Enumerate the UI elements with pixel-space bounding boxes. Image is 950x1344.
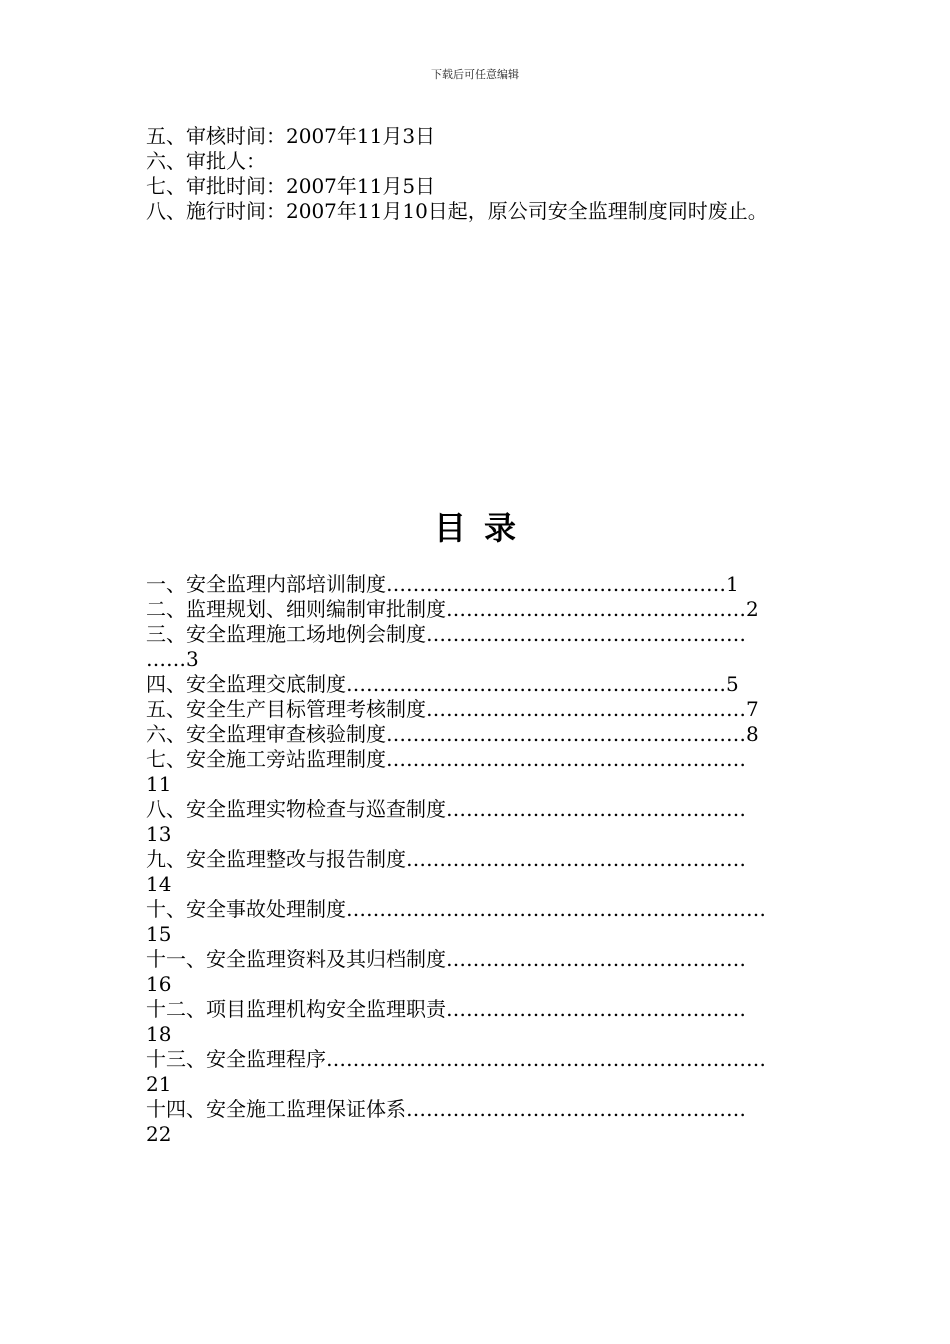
toc-line[interactable]: 十一、安全监理资料及其归档制度……………………………………… xyxy=(146,947,746,971)
toc-line-wrap[interactable]: 11 xyxy=(146,772,172,796)
toc-line[interactable]: 七、安全施工旁站监理制度……………………………………………… xyxy=(146,747,746,771)
toc-line[interactable]: 五、安全生产目标管理考核制度…………………………………………7 xyxy=(146,697,759,721)
approver-line: 六、审批人： xyxy=(146,149,266,173)
toc-title: 目录 xyxy=(433,509,534,547)
toc-line[interactable]: 九、安全监理整改与报告制度…………………………………………… xyxy=(146,847,746,871)
table-of-contents xyxy=(146,572,806,1147)
toc-line-wrap[interactable]: ……3 xyxy=(146,647,199,671)
toc-line-wrap[interactable]: 14 xyxy=(146,872,172,896)
toc-line[interactable]: 八、安全监理实物检查与巡查制度……………………………………… xyxy=(146,797,746,821)
toc-line[interactable]: 十四、安全施工监理保证体系…………………………………………… xyxy=(146,1097,746,1121)
toc-line-wrap[interactable]: 21 xyxy=(146,1072,172,1096)
toc-line[interactable]: 三、安全监理施工场地例会制度………………………………………… xyxy=(146,622,746,646)
toc-line-wrap[interactable]: 22 xyxy=(146,1122,172,1146)
toc-line[interactable]: 二、监理规划、细则编制审批制度………………………………………2 xyxy=(146,597,759,621)
review-time-line: 五、审核时间：2007年11月3日 xyxy=(146,124,436,148)
page-header: 下载后可任意编辑 xyxy=(431,68,519,81)
toc-line[interactable]: 四、安全监理交底制度…………………………………………………5 xyxy=(146,672,739,696)
effective-time-line: 八、施行时间：2007年11月10日起，原公司安全监理制度同时废止。 xyxy=(146,199,768,223)
toc-line-wrap[interactable]: 15 xyxy=(146,922,172,946)
toc-line[interactable]: 十二、项目监理机构安全监理职责……………………………………… xyxy=(146,997,746,1021)
toc-line[interactable]: 一、安全监理内部培训制度……………………………………………1 xyxy=(146,572,739,596)
approval-info xyxy=(146,124,846,224)
toc-line[interactable]: 十三、安全监理程序………………………………………………………… xyxy=(146,1047,766,1071)
toc-line-wrap[interactable]: 16 xyxy=(146,972,172,996)
toc-line-wrap[interactable]: 13 xyxy=(146,822,172,846)
toc-line[interactable]: 六、安全监理审查核验制度………………………………………………8 xyxy=(146,722,759,746)
toc-line[interactable]: 十、安全事故处理制度……………………………………………………… xyxy=(146,897,766,921)
toc-line-wrap[interactable]: 18 xyxy=(146,1022,172,1046)
approval-time-line: 七、审批时间：2007年11月5日 xyxy=(146,174,436,198)
